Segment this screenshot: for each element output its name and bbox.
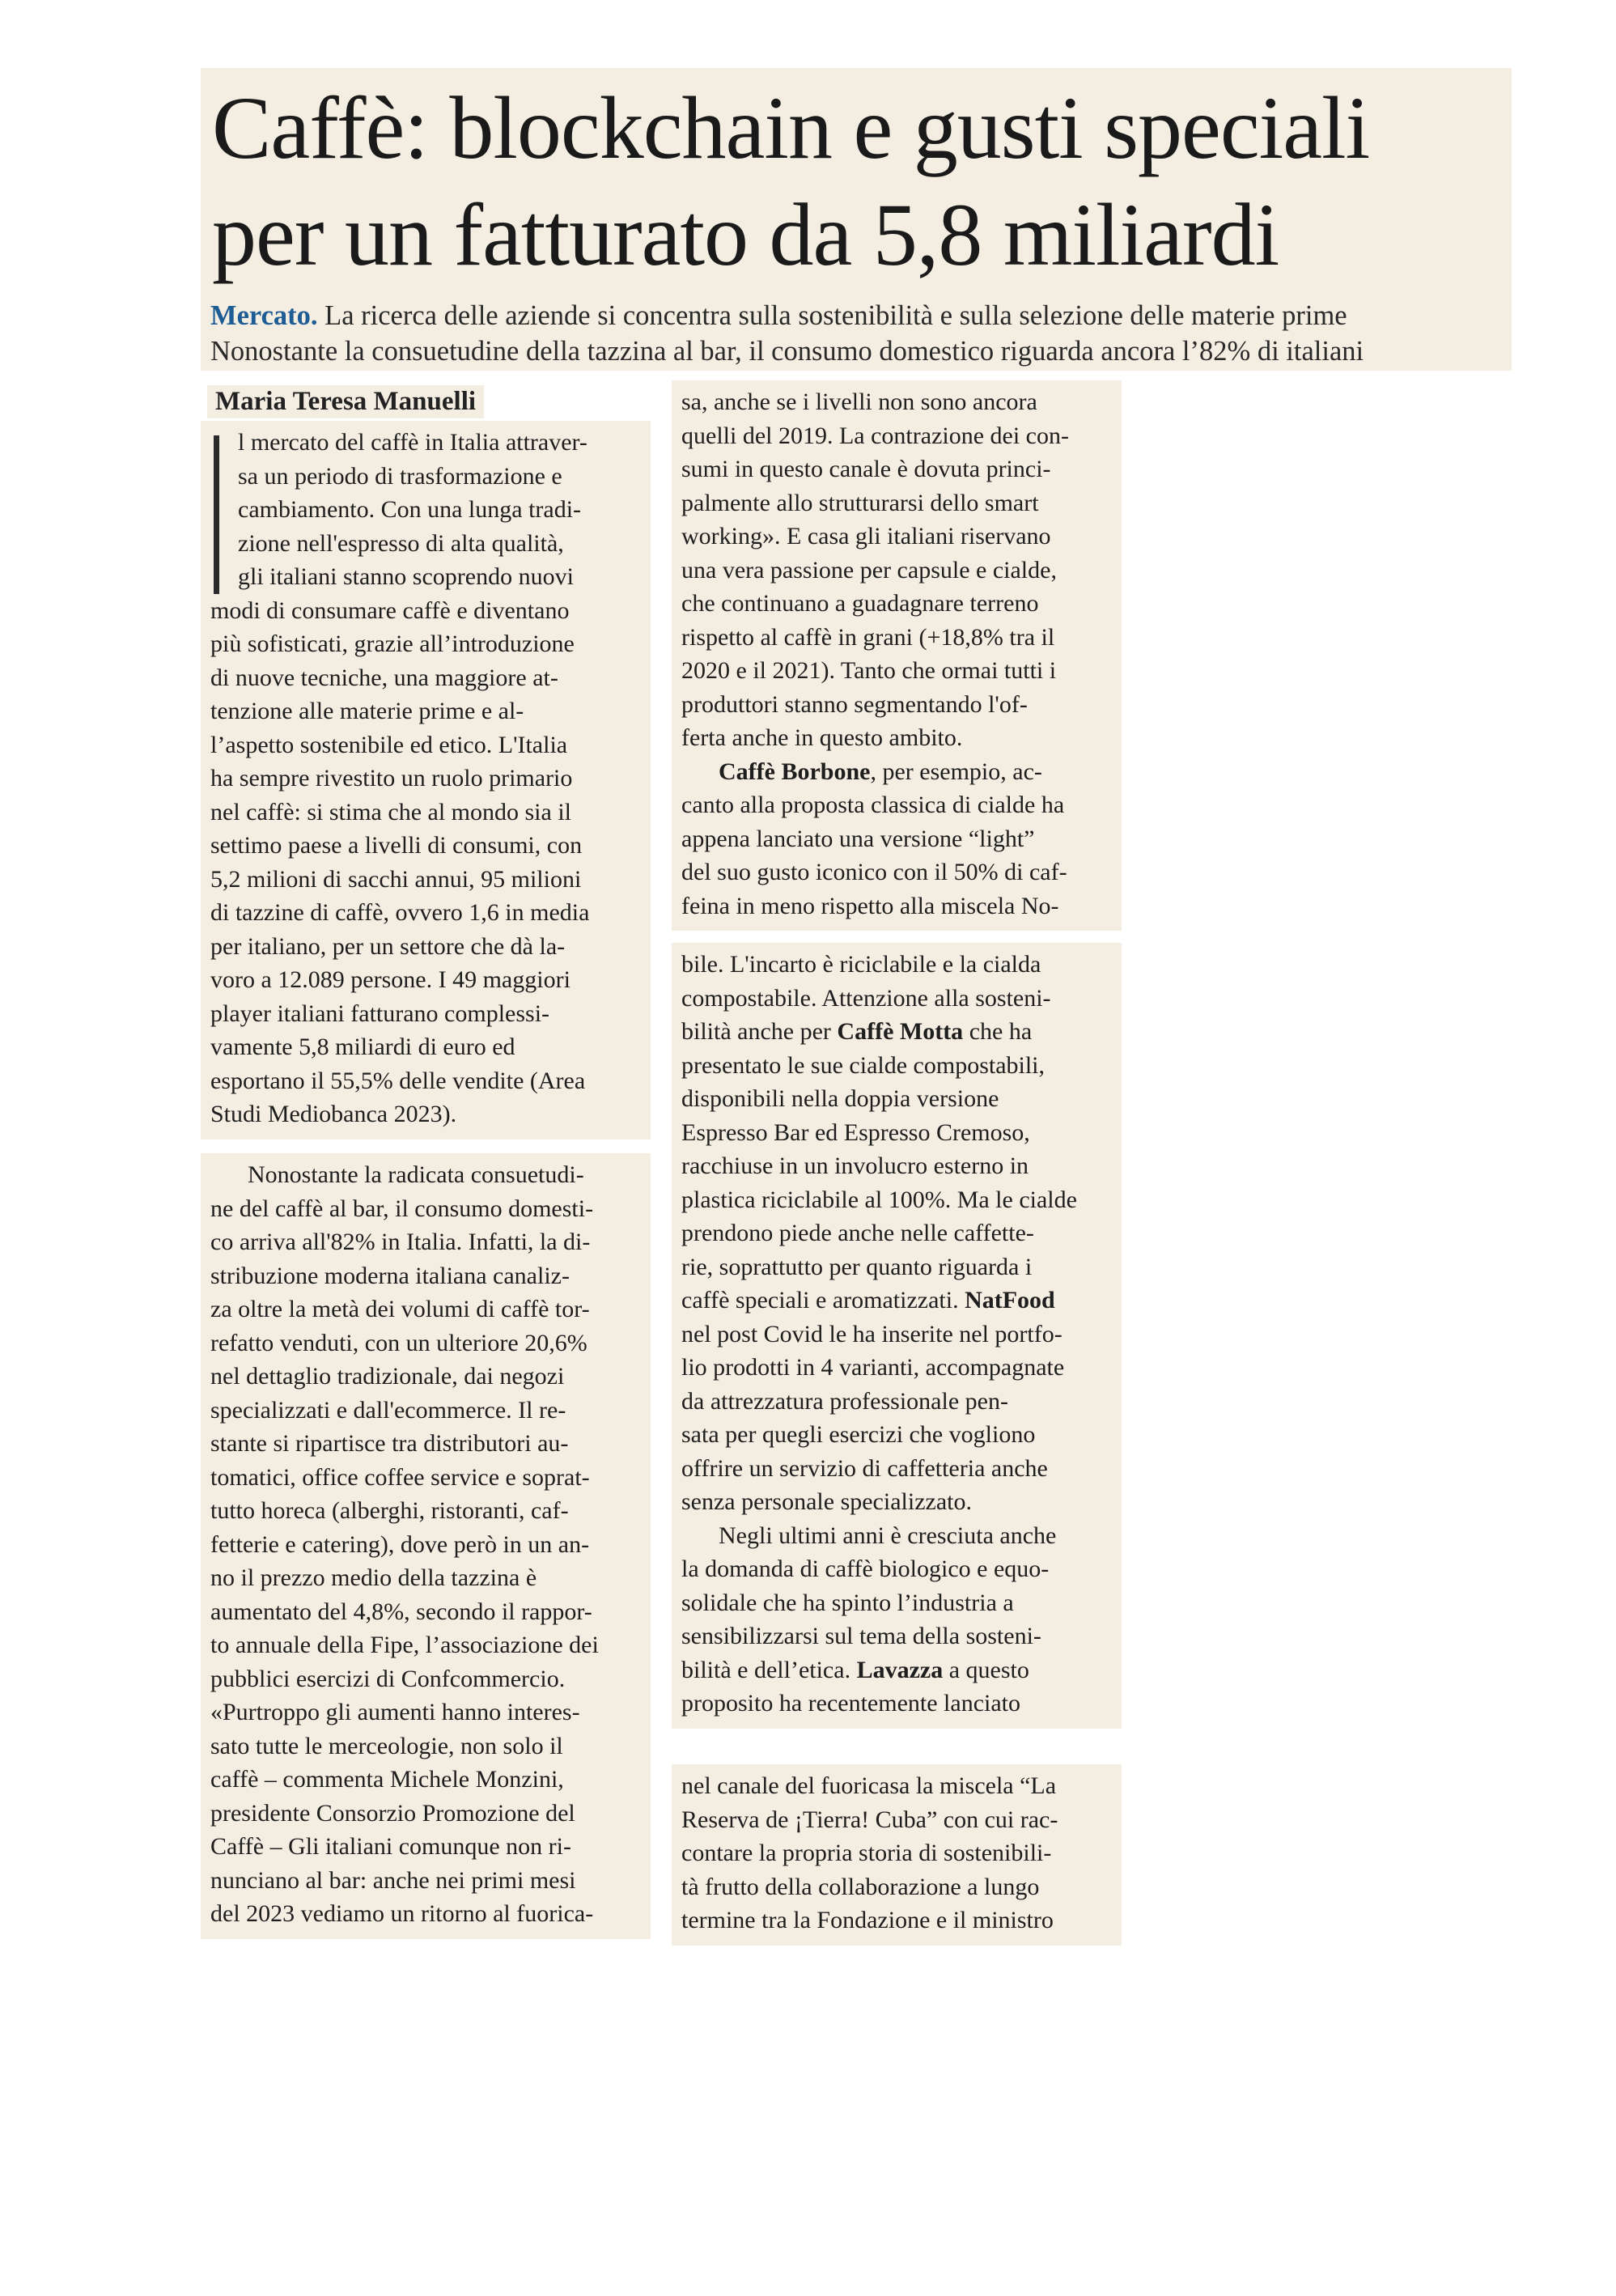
text-line: sa un periodo di trasformazione e (238, 462, 562, 490)
text-line: «Purtroppo gli aumenti hanno interes- (210, 1699, 580, 1725)
text-line: Caffè Borbone, per esempio, ac- (719, 758, 1042, 785)
text-line: nel post Covid le ha inserite nel portfo- (681, 1320, 1062, 1347)
subheadline-line-1 (210, 298, 1502, 333)
text-line: Espresso Bar ed Espresso Cremoso, (681, 1118, 1030, 1146)
text-line: per italiano, per un settore che dà la- (210, 932, 566, 960)
text-line: del 2023 vediamo un ritorno al fuorica- (210, 1900, 594, 1927)
text-line: specializzati e dall'ecommerce. Il re- (210, 1396, 566, 1424)
text-line: voro a 12.089 persone. I 49 maggiori (210, 966, 570, 993)
text-line: rie, soprattutto per quanto riguarda i (681, 1253, 1033, 1280)
text-line: sato tutte le merceologie, non solo il (210, 1732, 563, 1759)
text-line: proposito ha recentemente lanciato (681, 1690, 1020, 1717)
text-line: quelli del 2019. La contrazione dei con- (681, 422, 1069, 449)
article-column-3 (672, 380, 1122, 931)
text-line: tà frutto della collaborazione a lungo (681, 1873, 1040, 1900)
text-line: più sofisticati, grazie all’introduzione (210, 630, 575, 657)
company-name: Caffè Motta (837, 1018, 964, 1045)
text-line: l mercato del caffè in Italia attraver- (238, 429, 587, 456)
text-line: 5,2 milioni di sacchi annui, 95 milioni (210, 865, 582, 893)
text-line: stribuzione moderna italiana canaliz- (210, 1262, 570, 1289)
text-line: no il prezzo medio della tazzina è (210, 1564, 537, 1591)
text-line: bilità anche per Caffè Motta che ha (681, 1018, 1033, 1045)
headline-line-2: per un fatturato da 5,8 miliardi (212, 185, 1279, 284)
text-line: tenzione alle materie prime e al- (210, 698, 524, 724)
text-line: una vera passione per capsule e cialde, (681, 556, 1057, 584)
text-line: termine tra la Fondazione e il ministro (681, 1907, 1054, 1933)
text-line: lio prodotti in 4 varianti, accompagnate (681, 1354, 1065, 1381)
text-line: nel dettaglio tradizionale, dai negozi (210, 1363, 565, 1390)
text-line: solidale che ha spinto l’industria a (681, 1589, 1014, 1616)
text-line: esportano il 55,5% delle vendite (Area (210, 1067, 586, 1094)
text-line: caffè – commenta Michele Monzini, (210, 1766, 564, 1793)
text-line: fetterie e catering), dove però in un an- (210, 1530, 590, 1558)
text-line: sensibilizzarsi sul tema della sosteni- (681, 1623, 1041, 1649)
text-line: senza personale specializzato. (681, 1488, 972, 1515)
text-line: aumentato del 4,8%, secondo il rappor- (210, 1598, 592, 1625)
text-line: Studi Mediobanca 2023). (210, 1101, 457, 1127)
text-line: 2020 e il 2021). Tanto che ormai tutti i (681, 657, 1057, 684)
section-kicker: Mercato. (210, 300, 318, 331)
text-line: che continuano a guadagnare terreno (681, 590, 1039, 617)
text-line: refatto venduti, con un ulteriore 20,6% (210, 1329, 587, 1356)
text-line: player italiani fatturano complessi- (210, 999, 550, 1027)
text-line: modi di consumare caffè e diventano (210, 596, 570, 624)
text-line: l’aspetto sostenibile ed etico. L'Italia (210, 731, 568, 758)
text-line: appena lanciato una versione “light” (681, 825, 1035, 852)
text-line: stante si ripartisce tra distributori au- (210, 1430, 569, 1457)
text-line: offrire un servizio di caffetteria anche (681, 1454, 1048, 1482)
text-line: Nonostante la radicata consuetudi- (248, 1161, 584, 1188)
article-column-4 (672, 943, 1122, 1729)
text-line: compostabile. Attenzione alla sosteni- (681, 984, 1051, 1012)
article-column-1 (201, 421, 651, 1140)
text-line: ferta anche in questo ambito. (681, 724, 963, 751)
text-line: ne del caffè al bar, il consumo domesti- (210, 1195, 594, 1222)
text-line: nel caffè: si stima che al mondo sia il (210, 798, 571, 825)
text-line: sumi in questo canale è dovuta princi- (681, 456, 1051, 482)
subheadline (201, 296, 1512, 371)
text-line: rispetto al caffè in grani (+18,8% tra il (681, 623, 1055, 651)
text-line: sata per quegli esercizi che vogliono (681, 1421, 1036, 1448)
text-line: nunciano al bar: anche nei primi mesi (210, 1866, 576, 1894)
text-line: co arriva all'82% in Italia. Infatti, la di- (210, 1229, 591, 1255)
subheadline-line-2: Nonostante la consuetudine della tazzina al bar, il consumo domestico riguarda ancora l’82% di italiani (210, 336, 1364, 367)
text-line: contare la propria storia di sostenibili- (681, 1840, 1052, 1866)
text-line: sa, anche se i livelli non sono ancora (681, 388, 1037, 415)
text-line: di nuove tecniche, una maggiore at- (210, 664, 558, 691)
subheadline-text-1: La ricerca delle aziende si concentra sulla sostenibilità e sulla selezione delle materie prime (317, 300, 1347, 331)
article-column-5 (672, 1764, 1122, 1946)
text-line: plastica riciclabile al 100%. Ma le cialde (681, 1186, 1077, 1213)
headline (201, 68, 1512, 299)
text-line: produttori stanno segmentando l'of- (681, 690, 1028, 718)
text-line: bilità e dell’etica. Lavazza a questo (681, 1656, 1029, 1683)
text-line: tutto horeca (alberghi, ristoranti, caf- (210, 1497, 569, 1524)
text-line: disponibili nella doppia versione (681, 1085, 999, 1112)
text-line: palmente allo strutturarsi dello smart (681, 489, 1039, 516)
article-column-2 (201, 1153, 651, 1939)
text-line: prendono piede anche nelle caffette- (681, 1220, 1034, 1246)
text-line: za oltre la metà dei volumi di caffè tor- (210, 1296, 590, 1322)
text-line: tomatici, office coffee service e soprat- (210, 1463, 590, 1491)
text-line: di tazzine di caffè, ovvero 1,6 in media (210, 899, 590, 926)
text-line: zione nell'espresso di alta qualità, (238, 529, 564, 557)
drop-cap (214, 435, 219, 594)
text-line: canto alla proposta classica di cialde ha (681, 792, 1065, 818)
text-line: da attrezzatura professionale pen- (681, 1387, 1008, 1415)
text-line: nel canale del fuoricasa la miscela “La (681, 1772, 1057, 1799)
text-line: ha sempre rivestito un ruolo primario (210, 765, 573, 792)
text-line: Caffè – Gli italiani comunque non ri- (210, 1833, 572, 1860)
text-line: cambiamento. Con una lunga tradi- (238, 496, 582, 523)
text-line: pubblici esercizi di Confcommercio. (210, 1665, 566, 1692)
text-line: settimo paese a livelli di consumi, con (210, 832, 583, 859)
text-line: del suo gusto iconico con il 50% di caf- (681, 859, 1067, 885)
text-line: Negli ultimi anni è cresciuta anche (719, 1521, 1057, 1549)
text-line: gli italiani stanno scoprendo nuovi (238, 563, 574, 590)
company-name: Lavazza (856, 1656, 944, 1683)
text-line: feina in meno rispetto alla miscela No- (681, 892, 1059, 919)
text-line: vamente 5,8 miliardi di euro ed (210, 1033, 515, 1060)
text-line: presentato le sue cialde compostabili, (681, 1051, 1046, 1079)
headline-line-1: Caffè: blockchain e gusti speciali (212, 79, 1370, 177)
text-line: to annuale della Fipe, l’associazione dei (210, 1632, 599, 1658)
author-byline: Maria Teresa Manuelli (207, 385, 484, 418)
company-name: NatFood (965, 1287, 1055, 1314)
text-line: la domanda di caffè biologico e equo- (681, 1555, 1050, 1582)
company-name: Caffè Borbone (719, 758, 871, 785)
text-line: working». E casa gli italiani riservano (681, 523, 1051, 550)
text-line: bile. L'incarto è riciclabile e la cialda (681, 951, 1041, 978)
text-line: Reserva de ¡Tierra! Cuba” con cui rac- (681, 1806, 1058, 1833)
text-line: presidente Consorzio Promozione del (210, 1799, 575, 1827)
text-line: racchiuse in un involucro esterno in (681, 1152, 1029, 1179)
text-line: caffè speciali e aromatizzati. NatFood (681, 1287, 1055, 1314)
